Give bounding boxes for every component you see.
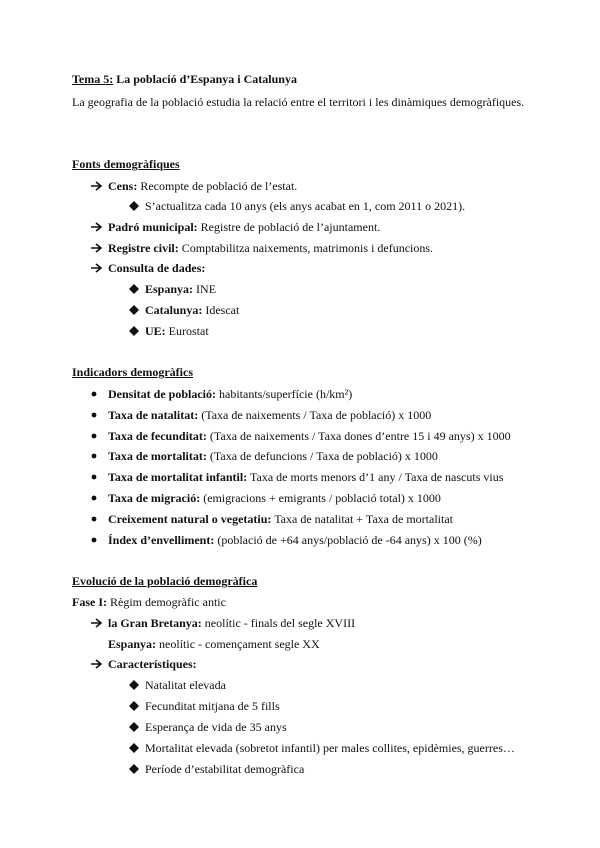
dot-bullet-icon xyxy=(90,532,102,548)
indicator-item: Taxa de mortalitat infantil: Taxa de morts menors d’1 any / Taxa de nascuts vius xyxy=(108,470,504,484)
dot-bullet-icon xyxy=(90,407,102,423)
indicator-item: Densitat de població: habitants/superfície (h/km²) xyxy=(108,387,353,401)
cens-item: Cens: Recompte de població de l’estat. xyxy=(108,179,298,193)
arrow-bullet-icon xyxy=(90,219,104,235)
arrow-bullet-icon xyxy=(90,656,104,672)
characteristic-item: Esperança de vida de 35 anys xyxy=(145,720,287,734)
section-heading-evolucio: Evolució de la població demogràfica xyxy=(72,574,258,588)
diamond-bullet-icon xyxy=(128,677,140,693)
topic-number: Tema 5: xyxy=(72,72,114,86)
diamond-bullet-icon xyxy=(128,719,140,735)
arrow-bullet-icon xyxy=(90,178,104,194)
characteristic-item: Natalitat elevada xyxy=(145,678,226,692)
indicator-item: Creixement natural o vegetatiu: Taxa de natalitat + Taxa de mortalitat xyxy=(108,512,453,526)
arrow-bullet-icon xyxy=(90,260,104,276)
section-heading-fonts: Fonts demogràfiques xyxy=(72,157,180,171)
characteristic-item: Mortalitat elevada (sobretot infantil) per males collites, epidèmies, guerres… xyxy=(145,741,515,755)
cens-subitem: S’actualitza cada 10 anys (els anys acabat en 1, com 2011 o 2021). xyxy=(145,199,466,213)
indicator-item: Índex d’envelliment: (població de +64 anys/població de -64 anys) x 100 (%) xyxy=(108,533,482,547)
diamond-bullet-icon xyxy=(128,281,140,297)
diamond-bullet-icon xyxy=(128,698,140,714)
gran-bretanya-item: la Gran Bretanya: neolític - finals del segle XVIII xyxy=(108,616,356,630)
section-heading-indicadors: Indicadors demogràfics xyxy=(72,365,193,379)
diamond-bullet-icon xyxy=(128,323,140,339)
consulta-item: Consulta de dades: xyxy=(108,261,206,275)
document-title xyxy=(72,71,297,87)
indicator-item: Taxa de fecunditat: (Taxa de naixements / Taxa dones d’entre 15 i 49 anys) x 1000 xyxy=(108,429,511,443)
espanya-source: Espanya: INE xyxy=(145,282,217,296)
caracteristiques-item: Característiques: xyxy=(108,657,197,671)
dot-bullet-icon xyxy=(90,386,102,402)
diamond-bullet-icon xyxy=(128,198,140,214)
diamond-bullet-icon xyxy=(128,740,140,756)
indicator-item: Taxa de migració: (emigracions + emigrants / població total) x 1000 xyxy=(108,491,441,505)
arrow-bullet-icon xyxy=(90,615,104,631)
fase-line: Fase I: Règim demogràfic antic xyxy=(72,595,226,609)
diamond-bullet-icon xyxy=(128,761,140,777)
ue-source: UE: Eurostat xyxy=(145,324,209,338)
dot-bullet-icon xyxy=(90,469,102,485)
indicator-item: Taxa de natalitat: (Taxa de naixements / Taxa de població) x 1000 xyxy=(108,408,432,422)
topic-title: La població d’Espanya i Catalunya xyxy=(113,72,297,86)
arrow-bullet-icon xyxy=(90,240,104,256)
characteristic-item: Fecunditat mitjana de 5 fills xyxy=(145,699,280,713)
intro-paragraph: La geografia de la població estudia la relació entre el territori i les dinàmiques demogràfiques. xyxy=(72,95,525,109)
espanya-period: Espanya: neolític - començament segle XX xyxy=(108,637,320,651)
indicator-item: Taxa de mortalitat: (Taxa de defuncions / Taxa de població) x 1000 xyxy=(108,449,438,463)
catalunya-source: Catalunya: Idescat xyxy=(145,303,240,317)
dot-bullet-icon xyxy=(90,511,102,527)
dot-bullet-icon xyxy=(90,448,102,464)
diamond-bullet-icon xyxy=(128,302,140,318)
characteristic-item: Període d’estabilitat demogràfica xyxy=(145,762,305,776)
registre-item: Registre civil: Comptabilitza naixements, matrimonis i defuncions. xyxy=(108,241,434,255)
padro-item: Padró municipal: Registre de població de l’ajuntament. xyxy=(108,220,381,234)
dot-bullet-icon xyxy=(90,490,102,506)
dot-bullet-icon xyxy=(90,428,102,444)
